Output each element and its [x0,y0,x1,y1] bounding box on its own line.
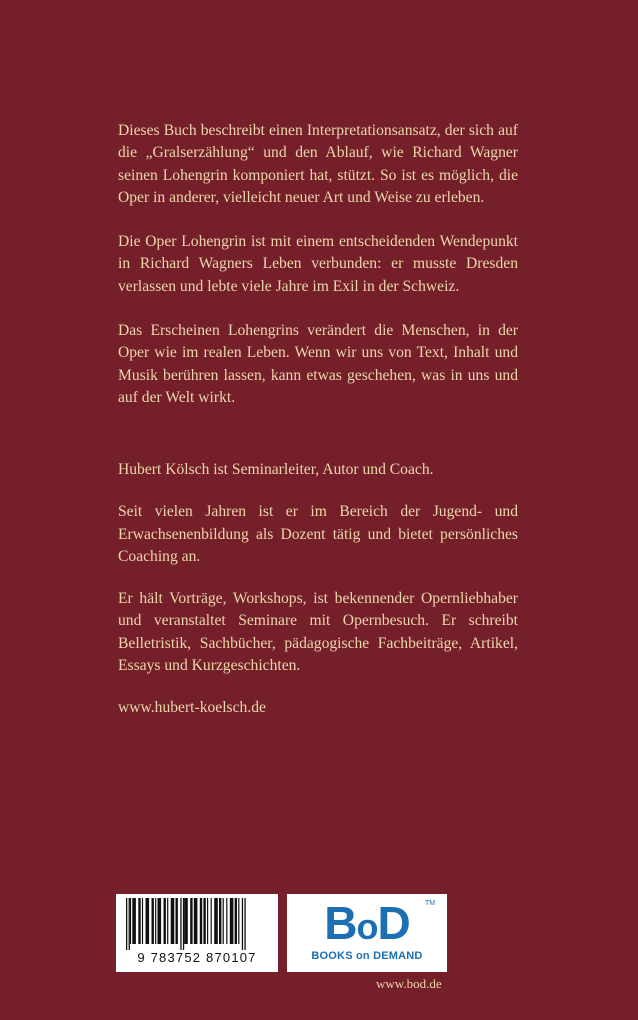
barcode-bar [171,898,175,944]
barcode-bars [122,898,272,950]
description-paragraph-2: Die Oper Lohengrin ist mit einem entscheidenden Wendepunkt in Richard Wagners Leben verbunden: er musste Dresden verlassen und lebte viele Jahre im Exil in der Schweiz. [118,233,518,295]
barcode-bar [130,898,131,944]
barcode-bar [146,898,150,944]
isbn-barcode [116,894,278,972]
logo-letter-d: D [377,897,410,949]
barcode-bar [158,898,162,944]
book-description [118,120,518,409]
barcode-bar [167,898,168,944]
barcode-bar [138,898,140,944]
author-website: www.hubert-koelsch.de [118,699,266,717]
barcode-bar [155,898,156,944]
barcode-bar [142,898,143,944]
barcode-bar [235,898,237,944]
barcode-bar [219,898,221,944]
author-bio [118,459,518,720]
barcode-bar [230,898,234,944]
trademark-symbol: TM [425,900,436,907]
barcode-bar [194,898,198,944]
barcode-bar [176,898,178,944]
description-paragraph-3: Das Erscheinen Lohengrins verändert die Menschen, in der Oper wie im realen Leben. Wenn wir uns von Text, Inhalt und Musik berühren lassen, kann etwas geschehen, was in uns und auf der Welt wirkt. [118,322,518,406]
barcode-bar [152,898,154,944]
barcode-bar [203,898,205,944]
barcode-bar [238,898,239,944]
barcode-bar [164,898,166,944]
bod-tagline: BOOKS on DEMAND [311,950,423,962]
isbn-digits: 9 783752 870107 [137,950,257,965]
author-bio-paragraph-2: Seit vielen Jahren ist er im Bereich der Jugend- und Erwachsenenbildung als Dozent tätig und bietet persönliches Coaching an. [118,503,518,565]
bod-logo [287,894,447,972]
barcode-bar [226,898,227,944]
author-bio-paragraph-1: Hubert Kölsch ist Seminarleiter, Autor und Coach. [118,461,434,478]
logo-letter-o: o [356,906,378,947]
barcode-bar [200,898,202,944]
barcode-bar [214,898,218,944]
barcode-guard-bar [244,898,245,950]
logo-letter-b: B [324,897,357,949]
description-paragraph-1: Dieses Buch beschreibt einen Interpretationsansatz, der sich auf die „Gralserzählung“ und den Ablauf, wie Richard Wagner seinen Lohengrin komponiert hat, stützt. So ist es möglich, die Oper in anderer, vielleicht neuer Art und Weise zu erleben. [118,122,518,206]
barcode-guard-bar [242,898,243,950]
barcode-bar [211,898,212,944]
barcode-bar [184,898,188,944]
barcode-guard-bar [180,898,181,950]
author-bio-paragraph-3: Er hält Vorträge, Workshops, ist bekennender Opernliebhaber und veranstaltet Seminare mit Opernbesuch. Er schreibt Belletristik, Sachbücher, pädagogische Fachbeiträge, Artikel, Essays und Kurzgeschichten. [118,590,518,675]
barcode-guard-bar [183,898,184,950]
barcode-bar [223,898,224,944]
barcode-bar [207,898,208,944]
barcode-bar [190,898,192,944]
barcode-guard-bar [129,898,130,950]
barcode-bar [132,898,136,944]
publisher-website: www.bod.de [376,976,442,991]
barcode-guard-bar [126,898,127,950]
bod-logo-mark [287,896,447,954]
